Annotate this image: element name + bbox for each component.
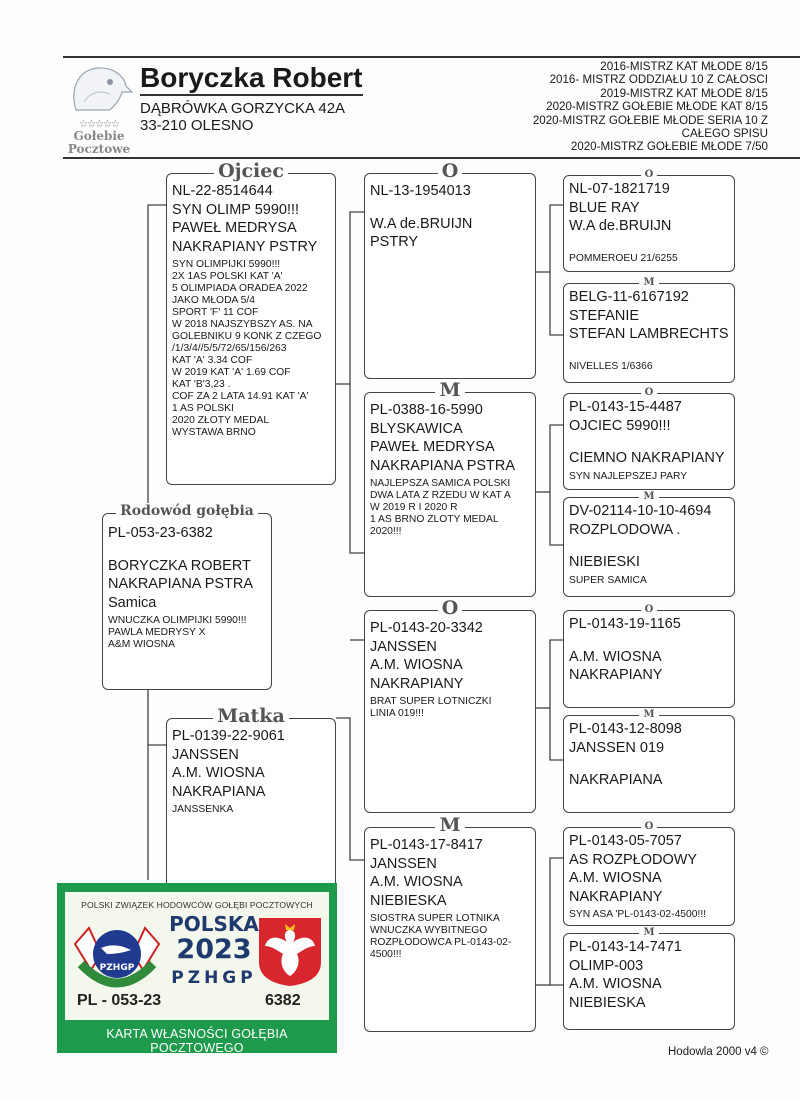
bird-detail: CIEMNO NAKRAPIANY bbox=[569, 450, 725, 466]
pedigree-box-ffm bbox=[563, 277, 735, 383]
bird-detail: A.M. WIOSNA bbox=[569, 976, 662, 992]
ring-number: DV-02114-10-10-4694 bbox=[569, 503, 712, 519]
box-label: M bbox=[435, 379, 464, 401]
bird-detail: A.M. WIOSNA bbox=[569, 870, 662, 886]
card-year: 2023 bbox=[176, 934, 252, 965]
bird-detail: JANSSEN 019 bbox=[569, 739, 665, 756]
box-label: O bbox=[641, 169, 658, 180]
card-org-name: POLSKI ZWIĄZEK HODOWCÓW GOŁĘBI POCZTOWYCH bbox=[81, 900, 313, 910]
achievement: 2020-MISTRZ GOŁEBIE MŁODE KAT 8/15 bbox=[546, 100, 768, 114]
bird-detail: PAWEŁ MEDRYSA bbox=[172, 220, 297, 236]
achievement: 2019-MISTRZ KAT MŁODE 8/15 bbox=[600, 86, 768, 100]
bird-note: WNUCZKA WYBITNEGO ROZPŁODOWCA PL-0143-02-4500!!! bbox=[370, 925, 512, 960]
bird-note: SUPER SAMICA bbox=[569, 574, 647, 586]
bird-note: NAJLEPSZA SAMICA POLSKI DWA LATA Z RZEDU W KAT A bbox=[370, 478, 511, 501]
ring-number: PL-0388-16-5990 bbox=[370, 402, 483, 418]
ownership-card bbox=[57, 883, 337, 1053]
box-label: M bbox=[639, 709, 658, 720]
ring-number: PL-0143-15-4487 bbox=[569, 399, 682, 415]
pedigree-box-fm bbox=[364, 379, 536, 597]
bird-note: 2020 ZŁOTY MEDAL bbox=[172, 415, 270, 426]
bird-note: W 2018 NAJSZYBSZY AS. NA GOLEBNIKU 9 KONK Z CZEGO bbox=[172, 319, 322, 342]
pedigree-box-mfm bbox=[563, 709, 735, 813]
bird-detail bbox=[569, 236, 729, 250]
box-label: O bbox=[438, 597, 463, 619]
address-line-1: DĄBRÓWKA GORZYCKA 42A bbox=[140, 100, 346, 117]
logo-text-1: Gołebie bbox=[73, 129, 125, 143]
bird-note: JANSSENKA bbox=[172, 804, 234, 815]
box-label: M bbox=[639, 277, 658, 288]
bird-detail bbox=[370, 201, 530, 215]
box-label: Ojciec bbox=[214, 160, 288, 182]
logo-text-2: Pocztowe bbox=[67, 142, 131, 156]
bird-detail: A.M. WIOSNA bbox=[172, 765, 265, 781]
bird-detail: NIEBIESKI bbox=[569, 554, 640, 570]
ring-number: NL-13-1954013 bbox=[370, 183, 471, 199]
achievement: 2016- MISTRZ ODDZIAŁU 10 Z CAŁOSCI bbox=[549, 73, 768, 87]
bird-detail: Samica bbox=[108, 594, 157, 611]
ring-number: PL-0143-12-8098 bbox=[569, 721, 682, 737]
bird-note: WYSTAWA BRNO bbox=[172, 427, 256, 438]
achievement: 2020-MISTRZ GOŁEBIE MŁODE 7/50 bbox=[570, 140, 768, 154]
bird-note: COF ZA 2 LATA 14.91 KAT 'A' bbox=[172, 391, 309, 402]
ring-number: PL-0139-22-9061 bbox=[172, 728, 285, 744]
software-credit: Hodowla 2000 v4 © bbox=[668, 1046, 769, 1058]
bird-detail: A.M. WIOSNA bbox=[569, 648, 662, 665]
bird-detail: W.A de.BRUIJN bbox=[569, 218, 672, 234]
pedigree-box-fff bbox=[563, 169, 735, 272]
bird-detail: BLUE RAY bbox=[569, 199, 640, 216]
box-label: O bbox=[438, 160, 463, 182]
ring-number: NL-22-8514644 bbox=[172, 183, 273, 199]
pedigree-box-subject bbox=[102, 503, 272, 690]
card-caption: KARTA WŁASNOŚCI GOŁĘBIA POCZTOWEGO bbox=[106, 1027, 288, 1055]
bird-detail: STEFAN LAMBRECHTS bbox=[569, 326, 729, 342]
box-label: O bbox=[641, 821, 658, 832]
bird-detail: OLIMP-003 bbox=[569, 957, 644, 974]
bird-note: SYN NAJLEPSZEJ PARY bbox=[569, 470, 688, 482]
bird-detail: BORYCZKA ROBERT bbox=[108, 557, 251, 574]
bird-note: SPORT 'F' 11 COF bbox=[172, 307, 259, 318]
ring-number: PL-0143-20-3342 bbox=[370, 620, 483, 636]
bird-detail bbox=[569, 435, 729, 449]
bird-note: 1 AS BRNO ZLOTY MEDAL 2020!!! bbox=[370, 514, 499, 537]
bird-note: A&M WIOSNA bbox=[108, 639, 175, 650]
pedigree-box-mff bbox=[563, 604, 735, 708]
box-label: Matka bbox=[213, 705, 289, 727]
bird-detail: ROZPLODOWA . bbox=[569, 521, 681, 538]
bird-detail: A.M. WIOSNA bbox=[370, 874, 463, 890]
ring-number: PL-0143-19-1165 bbox=[569, 616, 681, 632]
polish-eagle-icon bbox=[257, 916, 323, 988]
bird-note: BRAT SUPER LOTNICZKI bbox=[370, 696, 492, 707]
bird-note: SYN ASA 'PL-0143-02-4500!!! bbox=[569, 909, 707, 920]
box-label: O bbox=[641, 604, 658, 615]
logo-stars: ☆☆☆☆☆ bbox=[79, 119, 119, 130]
bird-detail: NAKRAPIANY bbox=[370, 675, 464, 692]
achievement: CAŁEGO SPISU bbox=[681, 127, 768, 141]
bird-detail: W.A de.BRUIJN bbox=[370, 215, 473, 232]
ring-number: NL-07-1821719 bbox=[569, 181, 670, 197]
bird-detail: NAKRAPIANA PSTRA bbox=[108, 576, 254, 592]
box-label: M bbox=[639, 491, 658, 502]
bird-detail: OJCIEC 5990!!! bbox=[569, 417, 671, 434]
ring-number: PL-0143-05-7057 bbox=[569, 833, 682, 849]
bird-note: LINIA 019!!! bbox=[370, 708, 424, 719]
bird-detail: JANSSEN bbox=[370, 638, 437, 655]
bird-detail: PAWEŁ MEDRYSA bbox=[370, 439, 495, 455]
bird-detail: JANSSEN bbox=[370, 855, 437, 872]
bird-note: WNUCZKA OLIMPIJKI 5990!!! bbox=[108, 615, 247, 626]
card-union: PZHGP bbox=[171, 968, 257, 988]
bird-note: W 2019 R I 2020 R bbox=[370, 502, 458, 513]
bird-detail: NAKRAPIANY PSTRY bbox=[172, 238, 318, 255]
ring-number: BELG-11-6167192 bbox=[569, 289, 689, 305]
bird-note: 5 OLIMPIADA ORADEA 2022 bbox=[172, 283, 308, 294]
bird-detail: SYN OLIMP 5990!!! bbox=[172, 201, 300, 218]
bird-note: SIOSTRA SUPER LOTNIKA bbox=[370, 913, 500, 924]
pedigree-box-mf bbox=[364, 597, 536, 813]
ring-number: PL-0143-14-7471 bbox=[569, 939, 682, 955]
bird-note: JAKO MŁODA 5/4 bbox=[172, 295, 255, 306]
bird-detail: NIEBIESKA bbox=[569, 994, 646, 1011]
achievement: 2016-MISTRZ KAT MŁODE 8/15 bbox=[600, 60, 768, 73]
achievement: 2020-MISTRZ GOŁEBIE MŁODE SERIA 10 Z bbox=[532, 113, 768, 127]
bird-note: KAT 'B'3,23 . bbox=[172, 379, 231, 390]
bird-detail: NAKRAPIANA bbox=[569, 772, 663, 788]
ring-number: PL-053-23-6382 bbox=[108, 525, 213, 541]
bird-detail: STEFANIE bbox=[569, 307, 640, 324]
pedigree-box-ff bbox=[364, 160, 536, 379]
bird-note: 1 AS POLSKI bbox=[172, 403, 234, 414]
pedigree-box-fmf bbox=[563, 387, 735, 490]
box-label: Rodowód gołębia bbox=[116, 503, 258, 519]
box-label: M bbox=[639, 927, 658, 938]
breeder-name: Boryczka Robert bbox=[140, 62, 363, 96]
bird-detail bbox=[569, 634, 729, 648]
card-ring-number: 6382 bbox=[265, 992, 301, 1009]
bird-detail: NAKRAPIANY bbox=[569, 667, 663, 683]
bird-note: POMMEROEU 21/6255 bbox=[569, 252, 678, 264]
bird-note: 2X 1AS POLSKI KAT 'A' bbox=[172, 271, 283, 282]
bird-detail: BLYSKAWICA bbox=[370, 420, 463, 437]
bird-detail: NAKRAPIANY bbox=[569, 888, 663, 905]
pedigree-box-fmm bbox=[563, 491, 735, 597]
bird-detail: NAKRAPIANA bbox=[172, 783, 266, 800]
emblem-text: PZHGP bbox=[99, 963, 135, 973]
bird-detail bbox=[108, 543, 266, 557]
bird-detail bbox=[569, 344, 729, 358]
bird-note: NIVELLES 1/6366 bbox=[569, 360, 653, 372]
pedigree-box-mmm bbox=[563, 927, 735, 1030]
bird-detail: JANSSEN bbox=[172, 746, 239, 763]
bird-note: SYN OLIMPIJKI 5990!!! bbox=[172, 259, 281, 270]
bird-note: W 2019 KAT 'A' 1.69 COF bbox=[172, 367, 291, 378]
ring-number: PL-0143-17-8417 bbox=[370, 837, 483, 853]
bird-detail: A.M. WIOSNA bbox=[370, 657, 463, 673]
address-line-2: 33-210 OLESNO bbox=[140, 117, 254, 134]
pzhgp-emblem bbox=[71, 914, 163, 992]
bird-note: PAWLA MEDRYSY X bbox=[108, 627, 206, 638]
card-ring-prefix: PL - 053-23 bbox=[77, 992, 162, 1009]
bird-detail: AS ROZPŁODOWY bbox=[569, 851, 698, 868]
pedigree-box-mm bbox=[364, 814, 536, 1032]
card-country: POLSKA bbox=[169, 912, 259, 936]
bird-note: /1/3/4//5/5/72/65/156/263 bbox=[172, 343, 287, 354]
box-label: M bbox=[435, 814, 464, 836]
bird-detail: NAKRAPIANA PSTRA bbox=[370, 457, 516, 474]
bird-note: KAT 'A' 3.34 COF bbox=[172, 355, 253, 366]
bird-detail bbox=[569, 539, 729, 553]
bird-detail: NIEBIESKA bbox=[370, 892, 447, 909]
bird-detail: PSTRY bbox=[370, 234, 419, 250]
pedigree-box-mmf bbox=[563, 821, 735, 926]
pedigree-box-father bbox=[166, 160, 336, 485]
bird-detail bbox=[569, 757, 729, 771]
box-label: O bbox=[641, 387, 658, 398]
